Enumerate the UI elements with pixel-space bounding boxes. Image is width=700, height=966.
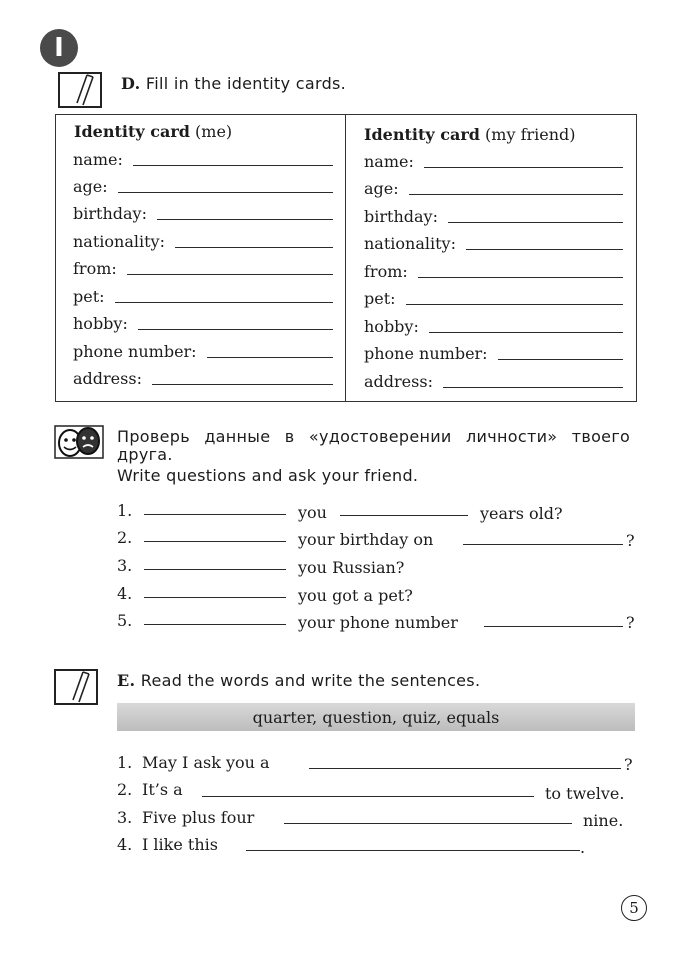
question-5-blank-2[interactable] [484, 626, 623, 627]
card-me-field-blank[interactable] [115, 302, 333, 303]
sentence-2-blank[interactable] [202, 796, 534, 797]
question-3-blank-1[interactable] [144, 569, 286, 570]
question-3-num: 3. [117, 556, 133, 575]
question-4-num: 4. [117, 584, 133, 603]
card-me-field-blank[interactable] [175, 247, 333, 248]
sentence-2-start: It’s a [142, 780, 183, 799]
table-divider [345, 114, 346, 402]
sentence-2-end: to twelve. [545, 784, 625, 803]
question-1-text-1: you [298, 503, 327, 522]
card-friend-title: Identity card (my friend) [364, 125, 576, 144]
card-me-field-label: from: [73, 259, 117, 278]
task-d-letter: D. [121, 74, 141, 93]
sentence-4-num: 4. [117, 835, 133, 854]
card-me-field-blank[interactable] [152, 384, 333, 385]
question-5-num: 5. [117, 611, 133, 630]
question-2-num: 2. [117, 528, 133, 547]
task-d-instruction: Fill in the identity cards. [145, 74, 347, 93]
card-friend-field-blank[interactable] [498, 359, 623, 360]
card-friend-field-blank[interactable] [466, 249, 623, 250]
word-bank: quarter, question, quiz, equals [117, 703, 635, 731]
question-1-text-2: years old? [480, 504, 563, 523]
sentence-4-blank[interactable] [246, 850, 580, 851]
card-me-field-label: address: [73, 369, 142, 388]
card-me-field-blank[interactable] [207, 357, 333, 358]
card-friend-field-label: pet: [364, 289, 396, 308]
question-1-blank-2[interactable] [340, 515, 468, 516]
card-me-field-label: phone number: [73, 342, 197, 361]
masks-icon [54, 425, 104, 459]
card-me-field-blank[interactable] [138, 329, 333, 330]
question-2-blank-1[interactable] [144, 541, 286, 542]
pencil-icon [54, 669, 98, 705]
question-3-text-1: you Russian? [298, 558, 405, 577]
card-friend-field-label: age: [364, 179, 399, 198]
card-me-field-blank[interactable] [133, 165, 333, 166]
card-friend-field-blank[interactable] [443, 387, 623, 388]
task-d-heading [121, 74, 346, 93]
task-e-letter: E. [117, 671, 136, 690]
sentence-4-start: I like this [142, 835, 218, 854]
card-me-title: Identity card (me) [74, 122, 233, 141]
pair-task-instruction-ru-line2: друга. [117, 445, 173, 464]
unit-badge: I [40, 29, 78, 67]
question-2-text-1: your birthday on [298, 530, 434, 549]
card-friend-field-label: from: [364, 262, 408, 281]
pair-task-instruction-en: Write questions and ask your friend. [117, 466, 419, 485]
question-5-blank-1[interactable] [144, 624, 286, 625]
question-4-text-1: you got a pet? [298, 586, 413, 605]
card-friend-field-label: phone number: [364, 344, 488, 363]
sentence-1-blank[interactable] [309, 768, 621, 769]
card-friend-field-blank[interactable] [448, 222, 623, 223]
sentence-1-start: May I ask you a [142, 753, 270, 772]
sentence-3-blank[interactable] [284, 823, 572, 824]
sentence-3-start: Five plus four [142, 808, 255, 827]
pencil-icon [58, 72, 102, 108]
card-friend-field-blank[interactable] [429, 332, 623, 333]
card-me-field-label: name: [73, 150, 123, 169]
card-me-field-label: age: [73, 177, 108, 196]
task-e-heading [117, 671, 480, 690]
question-5-text-2: ? [626, 613, 635, 632]
card-friend-field-label: address: [364, 372, 433, 391]
question-2-text-2: ? [626, 531, 635, 550]
question-5-text-1: your phone number [298, 613, 458, 632]
task-e-instruction: Read the words and write the sentences. [140, 671, 481, 690]
question-1-num: 1. [117, 501, 133, 520]
card-me-field-blank[interactable] [118, 192, 333, 193]
sentence-3-num: 3. [117, 808, 133, 827]
card-me-field-label: nationality: [73, 232, 165, 251]
card-me-field-label: hobby: [73, 314, 128, 333]
question-2-blank-2[interactable] [463, 544, 623, 545]
card-friend-field-blank[interactable] [424, 167, 623, 168]
pair-task-instruction-ru-line1: Проверь данные в «удостоверении личности» твоего [117, 427, 631, 446]
card-me-field-label: pet: [73, 287, 105, 306]
card-me-field-blank[interactable] [127, 274, 333, 275]
question-1-blank-1[interactable] [144, 514, 286, 515]
card-friend-field-blank[interactable] [406, 304, 623, 305]
card-friend-field-label: name: [364, 152, 414, 171]
card-friend-field-label: hobby: [364, 317, 419, 336]
sentence-2-num: 2. [117, 780, 133, 799]
card-friend-field-blank[interactable] [409, 194, 623, 195]
card-me-field-label: birthday: [73, 204, 147, 223]
sentence-3-end: nine. [583, 811, 624, 830]
page-number: 5 [621, 895, 647, 921]
card-me-field-blank[interactable] [157, 219, 333, 220]
sentence-4-end: . [580, 838, 586, 857]
question-4-blank-1[interactable] [144, 597, 286, 598]
card-friend-field-blank[interactable] [418, 277, 623, 278]
card-friend-field-label: birthday: [364, 207, 438, 226]
card-friend-field-label: nationality: [364, 234, 456, 253]
sentence-1-num: 1. [117, 753, 133, 772]
sentence-1-end: ? [624, 755, 633, 774]
